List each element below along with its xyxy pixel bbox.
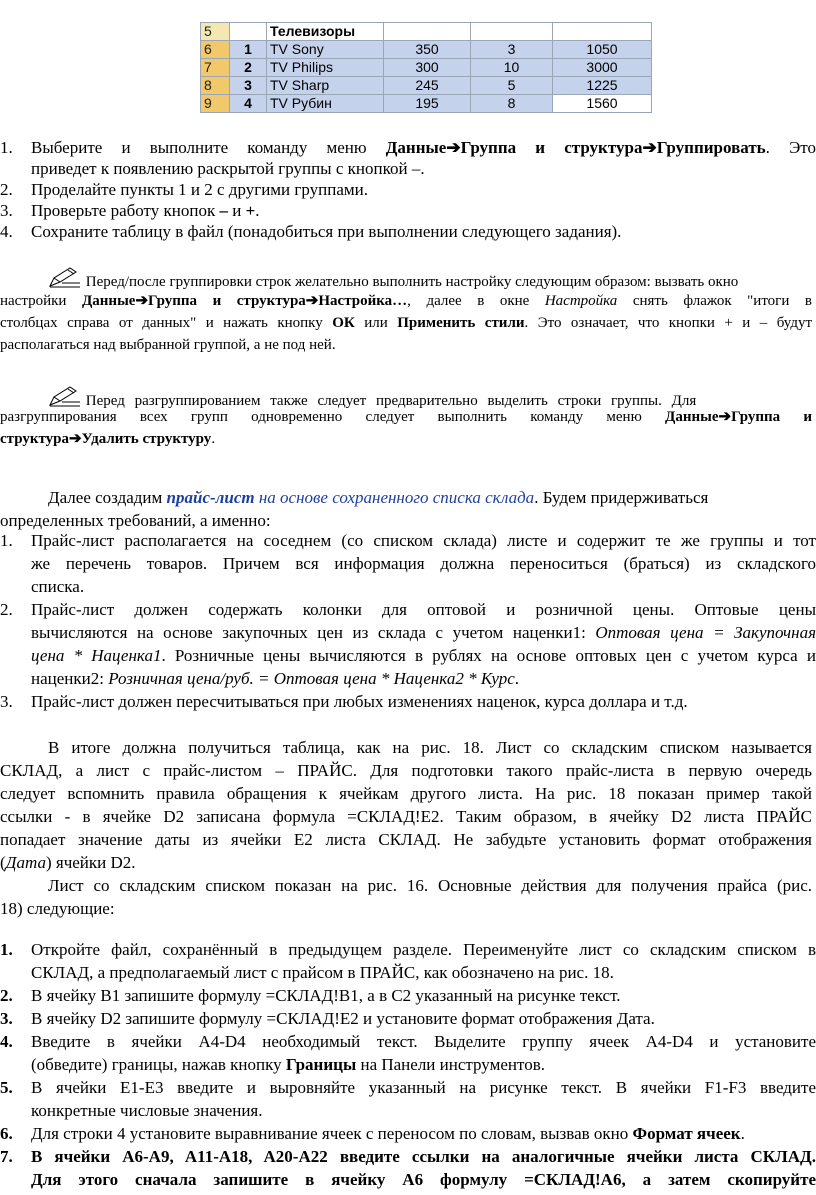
list-item-text: списка. (31, 577, 85, 596)
list-item-text: наценки2: Розничная цена/руб. = Оптовая цена * Наценка2 * Курс. (31, 669, 519, 688)
list-item-text: Выберите и выполните команду меню Данные➔Группа и структура➔Группировать. Это (31, 138, 816, 157)
list-number: 3. (0, 201, 13, 220)
table-row (201, 59, 652, 77)
list-item-text: цена * Наценка1. Розничные цены вычисляются в рублях на основе оптовых цен с учетом курса и (31, 646, 816, 665)
list-item-text: же перечень товаров. Причем вся информация должна переноситься (браться) из складского (31, 554, 816, 573)
list-number: 3. (0, 692, 13, 711)
spreadsheet-fragment (200, 22, 652, 113)
list-number: 1. (0, 531, 13, 550)
cell[interactable]: 350 (384, 41, 471, 59)
cell[interactable]: 245 (384, 77, 471, 95)
row-header[interactable]: 6 (201, 41, 230, 59)
cell[interactable]: 195 (384, 95, 471, 113)
note-line: Перед/после группировки строк желательно выполнить настройку следующим образом: вызвать окно (48, 266, 738, 295)
arrow-icon: ➔ (642, 138, 657, 157)
cell[interactable]: TV Рубин (267, 95, 384, 113)
list-item-text: СКЛАД, а предполагаемый лист с прайсом в ПРАЙС, как обозначено на рис. 18. (31, 963, 614, 982)
note-line: располагаться над выбранной группой, а не под ней. (0, 337, 336, 353)
cell[interactable]: 1050 (553, 41, 652, 59)
active-cell[interactable]: 1560 (553, 95, 652, 113)
cell[interactable]: 4 (230, 95, 267, 113)
list-number: 2. (0, 986, 13, 1005)
row-header[interactable]: 8 (201, 77, 230, 95)
list-item-text: Для этого сначала запишите в ячейку A6 формулу =СКЛАД!A6, а затем скопируйте (31, 1170, 816, 1189)
note-line: разгруппирования всех групп одновременно следует выполнить команду меню Данные➔Группа и (0, 409, 813, 425)
list-item-text: вычисляются на основе закупочных цен из склада с учетом наценки1: Оптовая цена = Закупочная (31, 623, 816, 642)
list-number: 3. (0, 1009, 13, 1028)
cell[interactable] (553, 23, 652, 41)
list-item-text: Введите в ячейки A4-D4 необходимый текст. Выделите группу ячеек A4-D4 и установите (31, 1032, 816, 1051)
cell[interactable]: 1225 (553, 77, 652, 95)
list-item-text: Прайс-лист должен содержать колонки для оптовой и розничной цены. Оптовые цены (31, 600, 816, 619)
cell[interactable]: 3000 (553, 59, 652, 77)
list-item-text: Проделайте пункты 1 и 2 с другими группами. (31, 180, 369, 199)
note-line: структура➔Удалить структуру. (0, 431, 216, 447)
cell[interactable]: TV Sharp (267, 77, 384, 95)
cell[interactable]: 8 (471, 95, 553, 113)
cell[interactable]: TV Sony (267, 41, 384, 59)
text-line: определенных требований, а именно: (0, 511, 271, 530)
list-item-text: Для строки 4 установите выравнивание ячеек с переносом по словам, вызвав окно Формат ячеек. (31, 1124, 745, 1143)
list-number: 7. (0, 1147, 13, 1166)
arrow-icon: ➔ (135, 293, 149, 309)
cell[interactable] (471, 23, 553, 41)
note-line: Перед разгруппированием также следует предварительно выделить строки группы. Для (48, 385, 813, 414)
note-line: настройки Данные➔Группа и структура➔Настройка…, далее в окне Настройка снять флажок "итоги в (0, 293, 812, 309)
list-item-text: В ячейку B1 запишите формулу =СКЛАД!B1, а в C2 указанный на рисунке текст. (31, 986, 621, 1005)
note-line: столбцах справа от данных" и нажать кнопку ОК или Применить стили. Это означает, что кнопки + и – будут (0, 315, 813, 331)
list-number: 6. (0, 1124, 13, 1143)
text-line: Лист со складским списком показан на рис. 16. Основные действия для получения прайса (рис. (48, 876, 812, 895)
list-number: 4. (0, 1032, 13, 1051)
cell[interactable]: 10 (471, 59, 553, 77)
text-line: следует вспомнить правила обращения к ячейкам другого листа. На рис. 18 показан пример такой (0, 784, 812, 803)
cell[interactable]: Телевизоры (267, 23, 384, 41)
list-number: 1. (0, 940, 13, 959)
table-row (201, 23, 652, 41)
text-line: В итоге должна получиться таблица, как на рис. 18. Лист со складским списком называется (48, 738, 812, 757)
text-line: Далее создадим прайс-лист на основе сохраненного списка склада. Будем придерживаться (48, 488, 709, 507)
table-row (201, 41, 652, 59)
cell[interactable]: 3 (230, 77, 267, 95)
list-item-text: Откройте файл, сохранённый в предыдущем разделе. Переименуйте лист со складским списком в (31, 940, 816, 959)
cell[interactable] (384, 23, 471, 41)
arrow-icon: ➔ (305, 293, 319, 309)
text-line: СКЛАД, а лист с прайс-листом – ПРАЙС. Для подготовки такого прайс-листа в первую очередь (0, 761, 812, 780)
arrow-icon: ➔ (69, 431, 82, 447)
table-row (201, 95, 652, 113)
list-item-text: приведет к появлению раскрытой группы с кнопкой –. (31, 159, 425, 178)
text-line: ссылки - в ячейке D2 записана формула =СКЛАД!E2. Таким образом, в ячейку D2 листа ПРАЙС (0, 807, 812, 826)
cell[interactable]: 300 (384, 59, 471, 77)
row-header[interactable]: 5 (201, 23, 230, 41)
cell[interactable]: 1 (230, 41, 267, 59)
list-item-text: В ячейки A6-A9, A11-A18, A20-A22 введите ссылки на аналогичные ячейки листа СКЛАД. (31, 1147, 816, 1166)
arrow-icon: ➔ (446, 138, 461, 157)
cell[interactable]: 3 (471, 41, 553, 59)
list-item-text: В ячейку D2 запишите формулу =СКЛАД!E2 и установите формат отображения Дата. (31, 1009, 655, 1028)
cell[interactable]: TV Philips (267, 59, 384, 77)
text-line: (Дата) ячейки D2. (0, 853, 136, 872)
row-header[interactable]: 7 (201, 59, 230, 77)
list-item-text: (обведите) границы, нажав кнопку Границы на Панели инструментов. (31, 1055, 545, 1074)
text-line: 18) следующие: (0, 899, 115, 918)
table-row (201, 77, 652, 95)
list-number: 2. (0, 180, 13, 199)
list-item-text: конкретные числовые значения. (31, 1101, 263, 1120)
text-line: попадает значение даты из ячейки E2 листа СКЛАД. Не забудьте установить формат отображения (0, 830, 812, 849)
arrow-icon: ➔ (718, 409, 732, 425)
list-item-text: Прайс-лист должен пересчитываться при любых изменениях наценок, курса доллара и т.д. (31, 692, 688, 711)
cell[interactable]: 2 (230, 59, 267, 77)
cell[interactable] (230, 23, 267, 41)
row-header[interactable]: 9 (201, 95, 230, 113)
list-item-text: Сохраните таблицу в файл (понадобиться при выполнении следующего задания). (31, 222, 622, 241)
list-number: 5. (0, 1078, 13, 1097)
list-number: 4. (0, 222, 13, 241)
list-item-text: Прайс-лист располагается на соседнем (со списком склада) листе и содержит те же группы и тот (31, 531, 816, 550)
list-number: 2. (0, 600, 13, 619)
list-item-text: Проверьте работу кнопок – и +. (31, 201, 260, 220)
list-number: 1. (0, 138, 13, 157)
cell[interactable]: 5 (471, 77, 553, 95)
list-item-text: В ячейки E1-E3 введите и выровняйте указанный на рисунке текст. В ячейки F1-F3 введите (31, 1078, 816, 1097)
